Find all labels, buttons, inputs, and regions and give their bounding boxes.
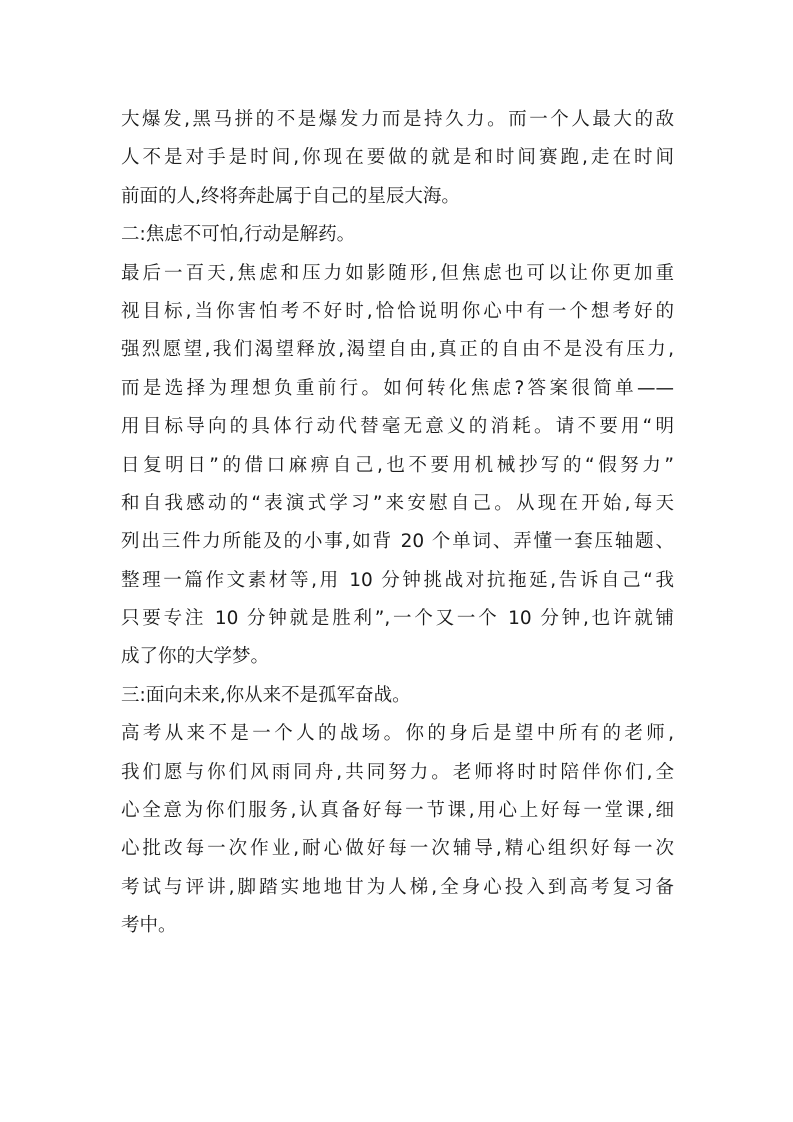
text-line: 心批改每一次作业,耐心做好每一次辅导,精心组织好每一次 — [121, 838, 674, 860]
text-line: 视目标,当你害怕考不好时,恰恰说明你心中有一个想考好的 — [121, 300, 674, 322]
section-heading: 二:焦虑不可怕,行动是解药。 — [121, 224, 356, 246]
text-line: 我们愿与你们风雨同舟,共同努力。老师将时时陪伴你们,全 — [121, 761, 674, 783]
text-line: 用目标导向的具体行动代替毫无意义的消耗。请不要用“明 — [121, 416, 674, 438]
text-line: 前面的人,终将奔赴属于自己的星辰大海。 — [121, 185, 460, 207]
text-line: 而是选择为理想负重前行。如何转化焦虑?答案很简单—— — [121, 377, 674, 399]
text-line: 高考从来不是一个人的战场。你的身后是望中所有的老师, — [121, 723, 674, 745]
text-line: 最后一百天,焦虑和压力如影随形,但焦虑也可以让你更加重 — [121, 262, 674, 284]
text-line: 列出三件力所能及的小事,如背 20 个单词、弄懂一套压轴题、 — [121, 531, 674, 553]
text-line: 人不是对手是时间,你现在要做的就是和时间赛跑,走在时间 — [121, 147, 674, 169]
text-line: 整理一篇作文素材等,用 10 分钟挑战对抗拖延,告诉自己“我 — [121, 569, 674, 591]
text-line: 大爆发,黑马拼的不是爆发力而是持久力。而一个人最大的敌 — [121, 109, 674, 130]
text-line: 心全意为你们服务,认真备好每一节课,用心上好每一堂课,细 — [121, 800, 674, 822]
document-body — [121, 101, 674, 946]
text-line: 考试与评讲,脚踏实地地甘为人梯,全身心投入到高考复习备 — [121, 876, 674, 898]
text-line: 考中。 — [121, 915, 177, 937]
text-line: 和自我感动的“表演式学习”来安慰自己。从现在开始,每天 — [121, 492, 674, 514]
text-line: 成了你的大学梦。 — [121, 646, 270, 668]
text-line: 只要专注 10 分钟就是胜利”,一个又一个 10 分钟,也许就铺 — [121, 608, 674, 630]
text-line: 日复明日”的借口麻痹自己,也不要用机械抄写的“假努力” — [121, 454, 674, 476]
text-line: 强烈愿望,我们渴望释放,渴望自由,真正的自由不是没有压力, — [121, 339, 674, 361]
section-heading: 三:面向未来,你从来不是孤军奋战。 — [121, 684, 411, 706]
